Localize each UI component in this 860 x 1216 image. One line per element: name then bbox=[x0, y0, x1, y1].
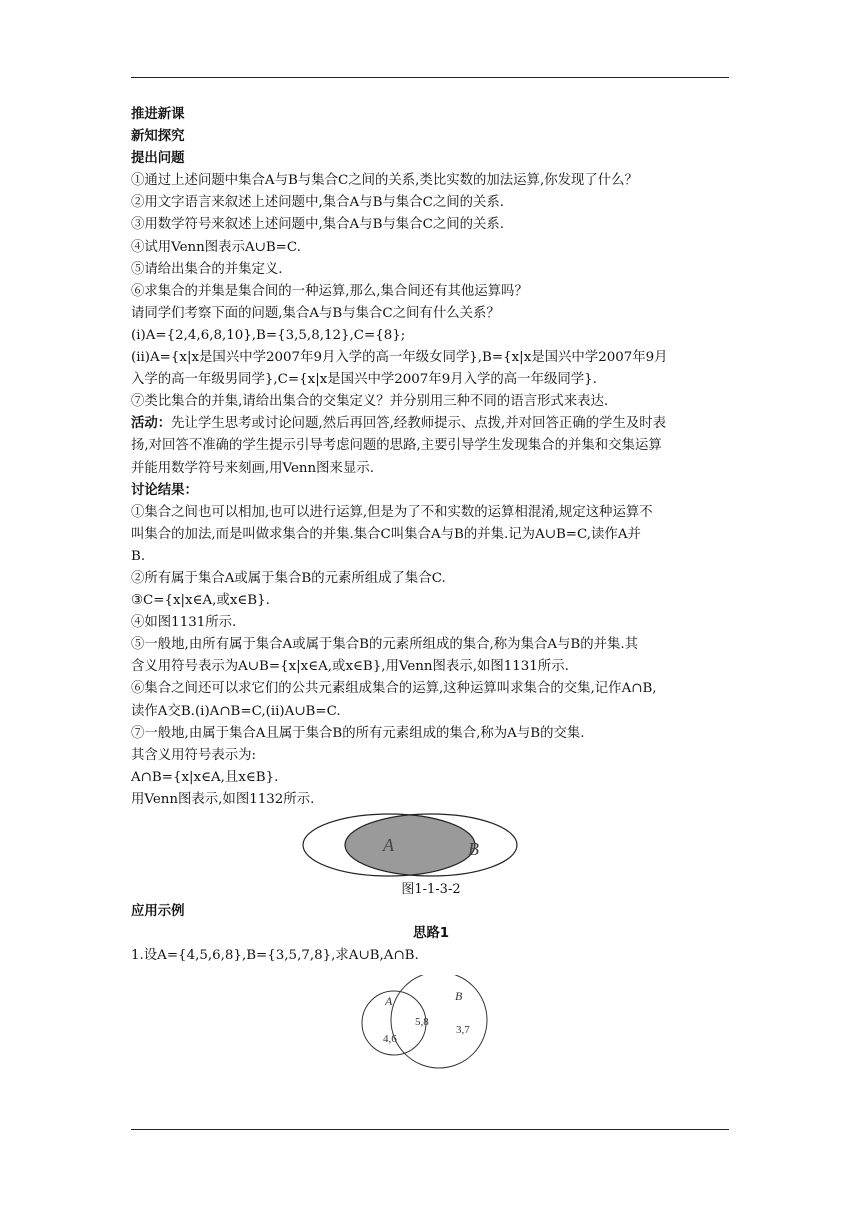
discussion-line: A∩B={x|x∈A,且x∈B}. bbox=[131, 769, 279, 785]
discussion-line: 叫集合的加法,而是叫做求集合的并集.集合C叫集合A与B的并集.记为A∪B=C,读作A并 bbox=[131, 526, 641, 542]
discussion-line: B. bbox=[131, 548, 146, 564]
only-a-elements: 4,6 bbox=[383, 1033, 397, 1046]
venn-intersection-figure bbox=[131, 811, 731, 879]
activity-label: 活动： bbox=[131, 416, 172, 432]
question-line: 请同学们考察下面的问题,集合A与B与集合C之间有什么关系？ bbox=[131, 305, 500, 321]
set-a-label: A bbox=[385, 994, 393, 1009]
set-b-label: B bbox=[455, 989, 463, 1004]
discussion-line: ⑦一般地,由属于集合A且属于集合B的所有元素组成的集合,称为A与B的交集. bbox=[131, 725, 585, 741]
question-line: (ⅰ)A={2,4,6,8,10},B={3,5,8,12},C={8}; bbox=[131, 327, 406, 343]
question-line: (ⅱ)A={x|x是国兴中学2007年9月入学的高一年级女同学},B={x|x是国兴中学2007年9月 bbox=[131, 350, 668, 366]
discussion-line: ④如图1131所示. bbox=[131, 615, 237, 631]
intersection-elements: 5,8 bbox=[415, 1016, 429, 1029]
footer-rule bbox=[131, 1129, 729, 1130]
heading-new-lesson: 推进新课 bbox=[131, 107, 185, 122]
question-line: 入学的高一年级男同学},C={x|x是国兴中学2007年9月入学的高一年级同学}. bbox=[131, 372, 597, 388]
discussion-line: 用Venn图表示,如图1132所示. bbox=[131, 791, 315, 807]
venn-union-diagram bbox=[131, 975, 731, 1071]
discussion-line: ⑤一般地,由所有属于集合A或属于集合B的元素所组成的集合,称为集合A与B的并集.其 bbox=[131, 637, 639, 653]
heading-explore: 新知探究 bbox=[131, 129, 185, 145]
heading-approach-1: 思路1 bbox=[412, 926, 450, 942]
activity-line: 并能用数学符号来刻画,用Venn图来显示. bbox=[131, 460, 374, 476]
venn-intersection-diagram bbox=[131, 811, 731, 879]
discussion-line: 含义用符号表示为A∪B={x|x∈A,或x∈B},用Venn图表示,如图1131所示. bbox=[131, 659, 569, 675]
set-b-circle bbox=[391, 975, 487, 1068]
discussion-line: ②所有属于集合A或属于集合B的元素所组成了集合C. bbox=[131, 570, 446, 586]
activity-line bbox=[131, 413, 731, 435]
activity-line: 扬,对回答不准确的学生提示引导考虑问题的思路,主要引导学生发现集合的并集和交集运算 bbox=[131, 438, 662, 454]
only-b-elements: 3,7 bbox=[456, 1024, 470, 1037]
heading-questions: 提出问题 bbox=[131, 151, 185, 167]
discussion-line: ③C={x|x∈A,或x∈B}. bbox=[131, 593, 270, 609]
venn-union-figure bbox=[131, 975, 731, 1071]
heading-application: 应用示例 bbox=[131, 904, 185, 920]
document-body bbox=[131, 104, 731, 1071]
question-line: ⑦类比集合的并集,请给出集合的交集定义？并分别用三种不同的语言形式来表达. bbox=[131, 394, 609, 410]
set-b-label: B bbox=[468, 839, 479, 859]
discussion-label: 讨论结果： bbox=[131, 482, 198, 498]
discussion-line: ①集合之间也可以相加,也可以进行运算,但是为了不和实数的运算相混淆,规定这种运算不 bbox=[131, 504, 653, 520]
question-line: ①通过上述问题中集合A与B与集合C之间的关系,类比实数的加法运算,你发现了什么？ bbox=[131, 173, 638, 189]
question-line: ③用数学符号来叙述上述问题中,集合A与B与集合C之间的关系. bbox=[131, 217, 505, 233]
discussion-line: 读作A交B.(ⅰ)A∩B=C,(ⅱ)A∪B=C. bbox=[131, 703, 341, 719]
question-line: ②用文字语言来叙述上述问题中,集合A与B与集合C之间的关系. bbox=[131, 195, 505, 211]
question-line: ④试用Venn图表示A∪B=C. bbox=[131, 239, 301, 255]
problem-1: 1.设A={4,5,6,8},B={3,5,7,8},求A∪B,A∩B. bbox=[131, 948, 419, 964]
figure-caption: 图1-1-3-2 bbox=[401, 882, 461, 897]
question-line: ⑤请给出集合的并集定义. bbox=[131, 261, 283, 277]
header-rule bbox=[131, 77, 729, 78]
activity-text: 先让学生思考或讨论问题,然后再回答,经教师提示、点拨,并对回答正确的学生及时表 bbox=[171, 416, 667, 432]
discussion-line: ⑥集合之间还可以求它们的公共元素组成集合的运算,这种运算叫求集合的交集,记作A∩B, bbox=[131, 681, 657, 697]
set-a-label: A bbox=[383, 835, 394, 855]
question-line: ⑥求集合的并集是集合间的一种运算,那么,集合间还有其他运算吗？ bbox=[131, 283, 528, 299]
discussion-line: 其含义用符号表示为: bbox=[131, 747, 257, 763]
